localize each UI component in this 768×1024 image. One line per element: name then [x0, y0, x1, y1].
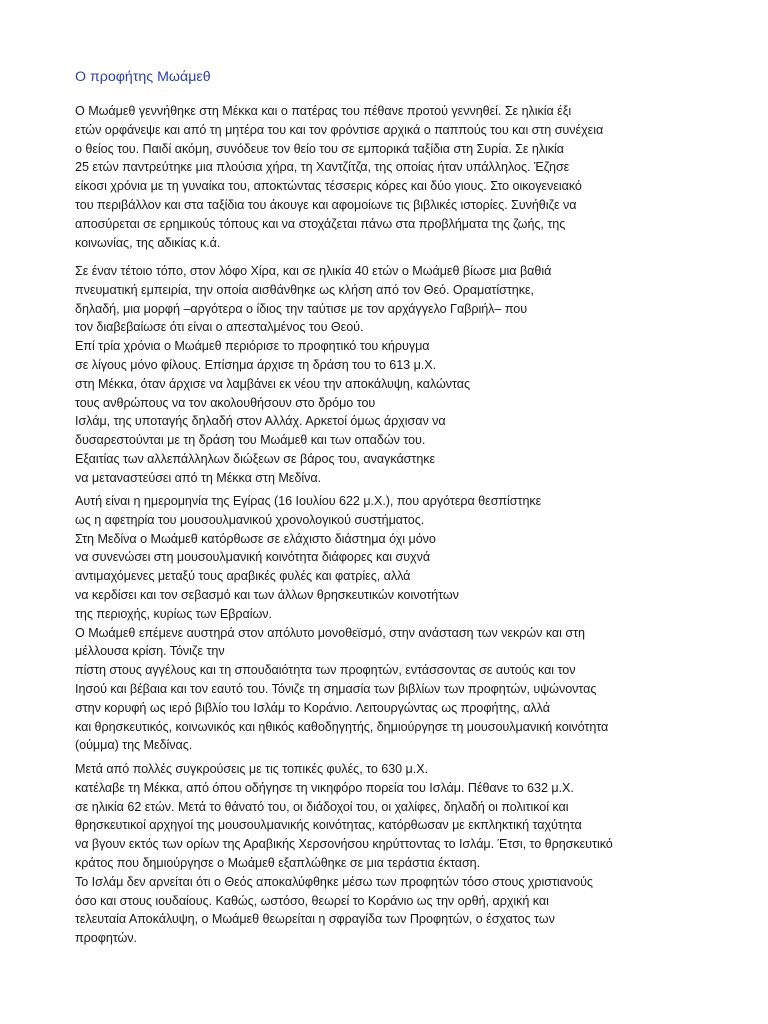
text-line: όσο και στους ιουδαίους. Καθώς, ωστόσο, θεωρεί το Κοράνιο ως την ορθή, αρχική και — [75, 893, 549, 908]
text-line: Ο Μωάμεθ γεννήθηκε στη Μέκκα και ο πατέρας του πέθανε προτού γεννηθεί. Σε ηλικία έξι — [75, 104, 572, 118]
text-line: δυσαρεστούνται με τη δράση του Μωάμεθ και των οπαδών του. — [75, 433, 426, 448]
paragraph-4 — [75, 760, 735, 948]
text-line: αποσύρεται σε ερημικούς τόπους και να στοχάζεται πάνω στα προβλήματα της ζωής, της — [75, 216, 566, 231]
text-line: Ιησού και βέβαια και τον εαυτό του. Τόνιζε τη σημασία των βιβλίων των προφητών, υψώνοντας — [75, 681, 597, 696]
text-line: Εξαιτίας των αλλεπάλληλων διώξεων σε βάρος του, αναγκάστηκε — [75, 451, 436, 466]
text-line: Ο Μωάμεθ επέμενε αυστηρά στον απόλυτο μονοθεϊσμό, στην ανάσταση των νεκρών και στη — [75, 625, 585, 640]
text-line: να συνενώσει στη μουσουλμανική κοινότητα διάφορες και συχνά — [75, 550, 431, 565]
text-line: δηλαδή, μια μορφή –αργότερα ο ίδιος την ταύτισε με τον αρχάγγελο Γαβριήλ– που — [75, 301, 528, 316]
text-line: πίστη στους αγγέλους και τη σπουδαιότητα των προφητών, εντάσσοντας σε αυτούς και τον — [75, 663, 576, 678]
text-line: να μεταναστεύσει από τη Μέκκα στη Μεδίνα. — [75, 470, 322, 485]
text-line: ο θείος του. Παιδί ακόμη, συνόδευε τον θείο του σε εμπορικά ταξίδια στη Συρία. Σε ηλικία — [75, 141, 565, 156]
text-line: κράτος που δημιούργησε ο Μωάμεθ εξαπλώθηκε σε μια τεράστια έκταση. — [75, 855, 481, 870]
text-line: τους ανθρώπους να τον ακολουθήσουν στο δρόμο του — [75, 395, 376, 410]
text-line: κοινωνίας, της αδικίας κ.ά. — [75, 235, 221, 250]
paragraph-2 — [75, 262, 735, 488]
text-line: Σε έναν τέτοιο τόπο, στον λόφο Χίρα, και σε ηλικία 40 ετών ο Μωάμεθ βίωσε μια βαθιά — [75, 264, 552, 278]
text-line: της περιοχής, κυρίως των Εβραίων. — [75, 606, 272, 621]
text-line: να κερδίσει και τον σεβασμό και των άλλων θρησκευτικών κοινοτήτων — [75, 587, 459, 602]
text-line: ως η αφετηρία του μουσουλμανικού χρονολογικού συστήματος. — [75, 512, 425, 527]
text-line: Αυτή είναι η ημερομηνία της Εγίρας (16 Ιουλίου 622 μ.Χ.), που αργότερα θεσπίστηκε — [75, 494, 542, 508]
text-line: τον διαβεβαίωσε ότι είναι ο απεσταλμένος του Θεού. — [75, 320, 364, 335]
text-line: σε ηλικία 62 ετών. Μετά το θάνατό του, οι διάδοχοί του, οι χαλίφες, δηλαδή οι πολιτικοί και — [75, 799, 569, 814]
paragraph-3 — [75, 492, 735, 755]
text-line: Επί τρία χρόνια ο Μωάμεθ περιόρισε το προφητικό του κήρυγμα — [75, 339, 430, 354]
text-line: του περιβάλλον και στα ταξίδια του άκουγε και αφομοίωνε τις βιβλικές ιστορίες. Συνήθιζε να — [75, 197, 577, 212]
document-title: Ο προφήτης Μωάμεθ — [75, 69, 211, 85]
text-line: τελευταία Αποκάλυψη, ο Μωάμεθ θεωρείται η σφραγίδα των Προφητών, ο έσχατος των — [75, 912, 555, 927]
paragraph-1 — [75, 102, 735, 252]
text-line: μέλλουσα κρίση. Τόνιζε την — [75, 644, 225, 659]
text-line: 25 ετών παντρεύτηκε μια πλούσια χήρα, τη Χαντζίτζα, της οποίας ήταν υπάλληλος. Έζησε — [75, 160, 570, 175]
text-line: να βγουν εκτός των ορίων της Αραβικής Χερσονήσου κηρύττοντας το Ισλάμ. Έτσι, το θρησκευτικό — [75, 837, 613, 852]
text-line: στη Μέκκα, όταν άρχισε να λαμβάνει εκ νέου την αποκάλυψη, καλώντας — [75, 376, 471, 391]
text-line: Μετά από πολλές συγκρούσεις με τις τοπικές φυλές, το 630 μ.Χ. — [75, 762, 429, 776]
text-line: αντιμαχόμενες μεταξύ τους αραβικές φυλές και φατρίες, αλλά — [75, 569, 411, 584]
text-line: Ισλάμ, της υποταγής δηλαδή στον Αλλάχ. Αρκετοί όμως άρχισαν να — [75, 414, 446, 429]
text-line: στην κορυφή ως ιερό βιβλίο του Ισλάμ το Κοράνιο. Λειτουργώντας ως προφήτης, αλλά — [75, 700, 550, 715]
text-line: και θρησκευτικός, κοινωνικός και ηθικός καθοδηγητής, δημιούργησε τη μουσουλμανική κοινότητα — [75, 719, 609, 734]
text-line: Στη Μεδίνα ο Μωάμεθ κατόρθωσε σε ελάχιστο διάστημα όχι μόνο — [75, 531, 436, 546]
text-line: θρησκευτικοί αρχηγοί της μουσουλμανικής κοινότητας, κατόρθωσαν με εκπληκτική ταχύτητα — [75, 818, 582, 833]
text-line: σε λίγους μόνο φίλους. Επίσημα άρχισε τη δράση του το 613 μ.Χ. — [75, 357, 437, 372]
text-line: Το Ισλάμ δεν αρνείται ότι ο Θεός αποκαλύφθηκε μέσω των προφητών τόσο στους χριστιανούς — [75, 874, 593, 889]
text-line: προφητών. — [75, 931, 138, 946]
text-line: (ούμμα) της Μεδίνας. — [75, 738, 193, 753]
text-line: κατέλαβε τη Μέκκα, από όπου οδήγησε τη νικηφόρο πορεία του Ισλάμ. Πέθανε το 632 μ.Χ. — [75, 780, 574, 795]
text-line: είκοσι χρόνια με τη γυναίκα του, αποκτώντας τέσσερις κόρες και δύο γιους. Στο οικογενειακό — [75, 179, 582, 194]
text-line: ετών ορφάνεψε και από τη μητέρα του και τον φρόντισε αρχικά ο παππούς του και στη συνέχεια — [75, 122, 604, 137]
text-line: πνευματική εμπειρία, την οποία αισθάνθηκε ως κλήση από τον Θεό. Οραματίστηκε, — [75, 282, 534, 297]
